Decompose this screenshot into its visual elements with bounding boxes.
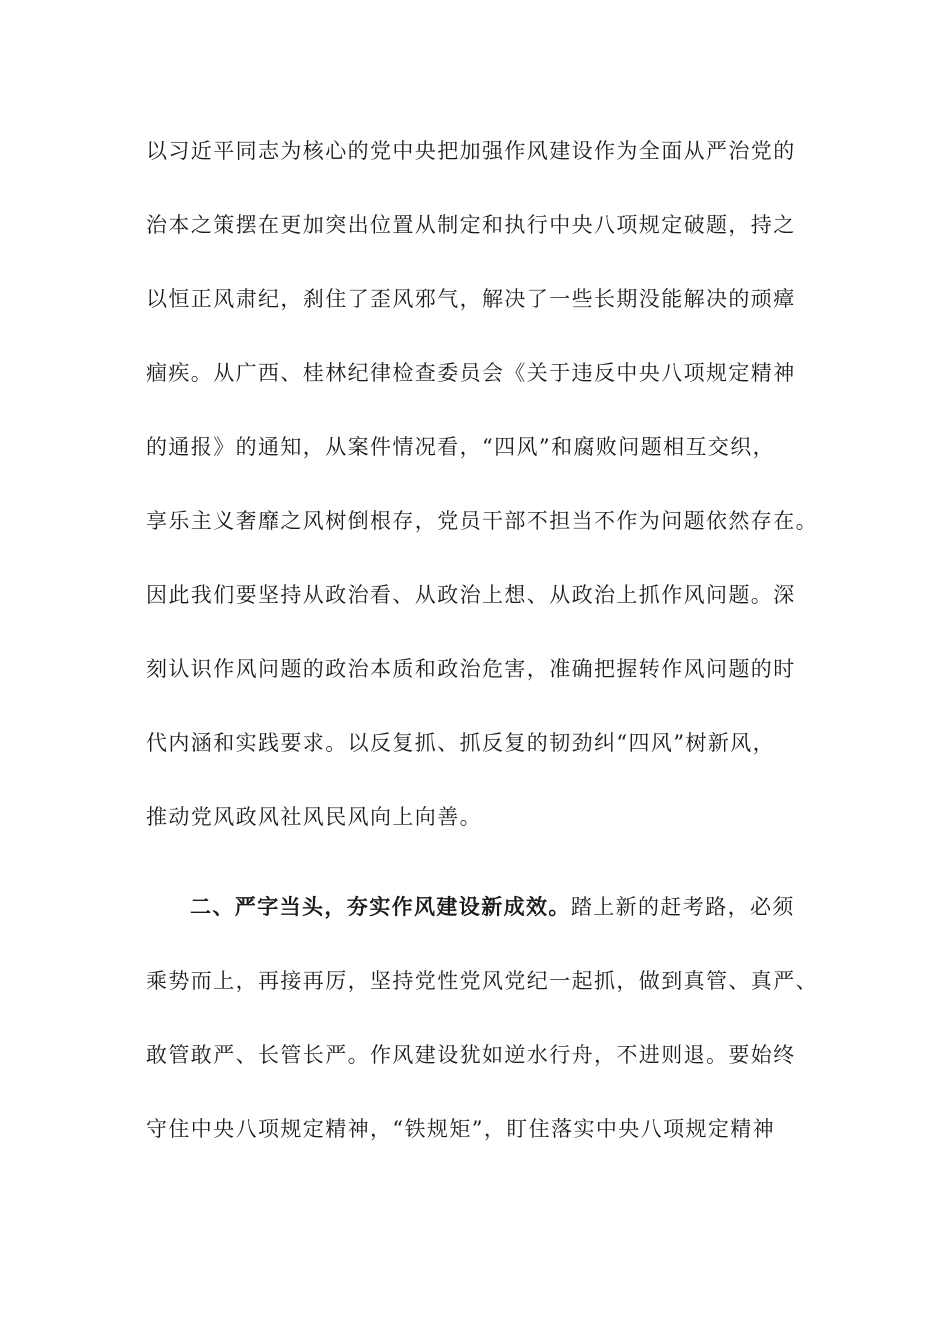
paragraph-1-line: 治本之策摆在更加突出位置从制定和执行中央八项规定破题，持之	[146, 213, 796, 237]
section-heading: 二、严字当头，夯实作风建设新成效。	[190, 894, 571, 919]
paragraph-1-line: 代内涵和实践要求。以反复抓、抓反复的韧劲纠“四风”树新风，	[146, 731, 776, 755]
paragraph-1-line: 以习近平同志为核心的党中央把加强作风建设作为全面从严治党的	[146, 139, 796, 163]
paragraph-2-line: 乘势而上，再接再厉，坚持党性党风党纪一起抓，做到真管、真严、	[146, 969, 818, 993]
paragraph-1-line: 痼疾。从广西、桂林纪律检查委员会《关于违反中央八项规定精神	[146, 361, 796, 385]
paragraph-2-line: 敢管敢严、长管长严。作风建设犹如逆水行舟，不进则退。要始终	[146, 1043, 796, 1067]
paragraph-2	[146, 870, 816, 1166]
paragraph-1-line: 享乐主义奢靡之风树倒根存，党员干部不担当不作为问题依然存在。	[146, 509, 818, 533]
paragraph-2-first-line	[146, 870, 816, 944]
paragraph-1	[146, 114, 816, 854]
paragraph-1-line: 因此我们要坚持从政治看、从政治上想、从政治上抓作风问题。深	[146, 583, 796, 607]
paragraph-2-first-line-text: 踏上新的赶考路，必须	[570, 895, 795, 919]
paragraph-2-line: 守住中央八项规定精神，“铁规矩”，盯住落实中央八项规定精神	[146, 1117, 776, 1141]
paragraph-1-line: 推动党风政风社风民风向上向善。	[146, 805, 482, 829]
paragraph-1-line: 以恒正风肃纪，刹住了歪风邪气，解决了一些长期没能解决的顽瘴	[146, 287, 796, 311]
paragraph-1-line: 的通报》的通知，从案件情况看，“四风”和腐败问题相互交织，	[146, 435, 776, 459]
paragraph-1-line: 刻认识作风问题的政治本质和政治危害，准确把握转作风问题的时	[146, 657, 796, 681]
